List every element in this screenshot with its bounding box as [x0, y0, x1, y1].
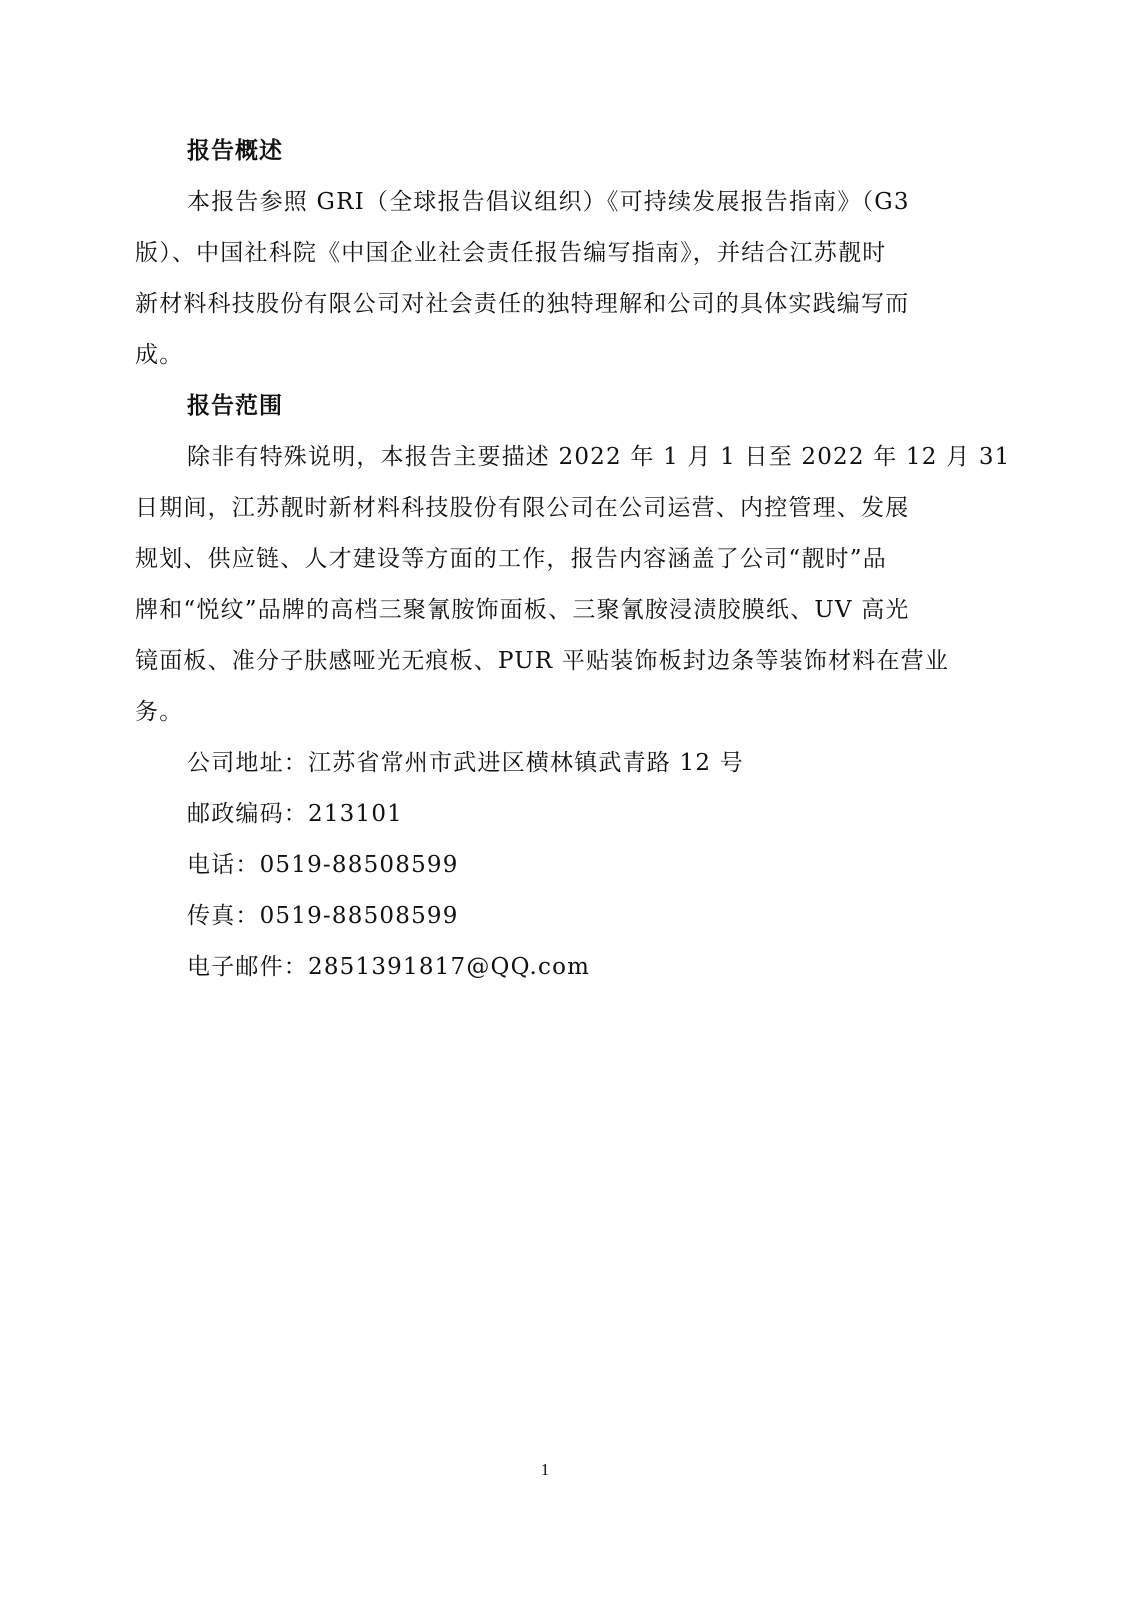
scope-line: 规划、供应链、人才建设等方面的工作，报告内容涵盖了公司“靓时”品	[135, 546, 887, 572]
scope-line: 日期间，江苏靓时新材料科技股份有限公司在公司运营、内控管理、发展	[135, 495, 910, 521]
overview-line: 版）、中国社科院《中国企业社会责任报告编写指南》，并结合江苏靓时	[135, 240, 887, 266]
postal-code: 邮政编码：213101	[187, 801, 403, 827]
overview-line: 本报告参照 GRI（全球报告倡议组织）《可持续发展报告指南》（G3	[187, 189, 910, 215]
phone-number: 电话：0519-88508599	[187, 852, 459, 878]
page-content	[135, 126, 1011, 993]
overview-line: 成。	[135, 342, 184, 368]
overview-heading: 报告概述	[187, 138, 283, 164]
scope-paragraph	[135, 432, 1011, 738]
company-address: 公司地址：江苏省常州市武进区横林镇武青路 12 号	[187, 750, 744, 776]
page-number: 1	[540, 1460, 550, 1479]
overview-paragraph	[135, 177, 985, 381]
scope-line: 牌和“悦纹”品牌的高档三聚氰胺饰面板、三聚氰胺浸渍胶膜纸、UV 高光	[135, 597, 910, 623]
scope-line: 除非有特殊说明，本报告主要描述 2022 年 1 月 1 日至 2022 年 12 月 31	[187, 444, 1011, 470]
overview-line: 新材料科技股份有限公司对社会责任的独特理解和公司的具体实践编写而	[135, 291, 910, 317]
email-address: 电子邮件：2851391817@QQ.com	[187, 954, 591, 980]
fax-number: 传真：0519-88508599	[187, 903, 459, 929]
scope-heading: 报告范围	[187, 393, 283, 419]
scope-line: 镜面板、准分子肤感哑光无痕板、PUR 平贴装饰板封边条等装饰材料在营业	[135, 648, 950, 674]
scope-line: 务。	[135, 699, 184, 725]
